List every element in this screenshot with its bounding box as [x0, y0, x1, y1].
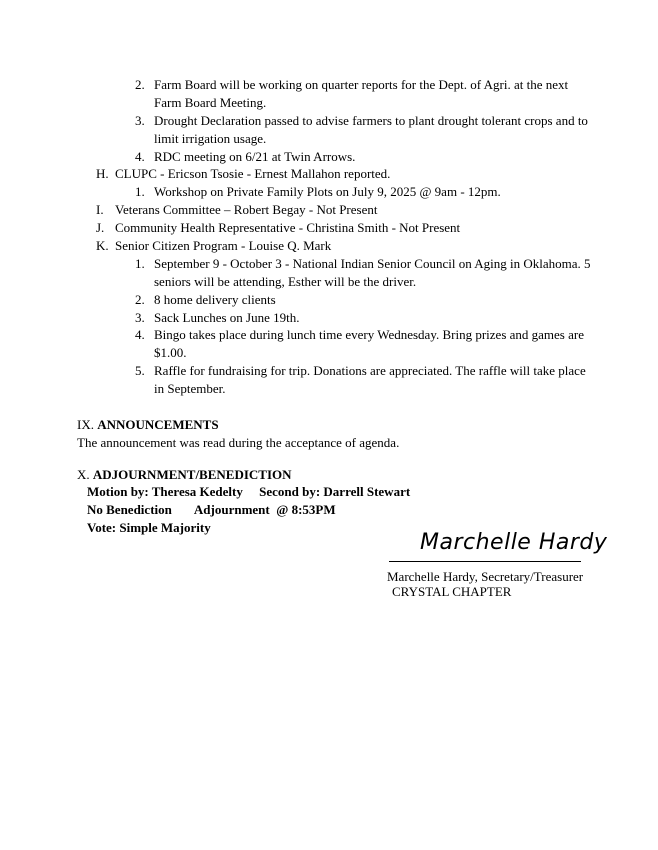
- senior-item-5: [135, 362, 595, 398]
- adjournment-heading: [77, 466, 292, 484]
- item-letter: H.: [96, 166, 109, 181]
- signature-line: [389, 561, 581, 562]
- item-text: Drought Declaration passed to advise farmers to plant drought tolerant crops and to limit irrigation usage.: [154, 113, 588, 146]
- item-text: September 9 - October 3 - National Indian Senior Council on Aging in Oklahoma. 5 seniors will be attending, Esther will be the driver.: [154, 256, 591, 289]
- item-text: Community Health Representative - Christina Smith - Not Present: [115, 220, 461, 235]
- section-title: ANNOUNCEMENTS: [97, 417, 219, 432]
- item-text: Raffle for fundraising for trip. Donations are appreciated. The raffle will take place in September.: [154, 363, 586, 396]
- chapter-name: CRYSTAL CHAPTER: [392, 584, 512, 599]
- motion-line: Motion by: Theresa Kedelty Second by: Darrell Stewart: [87, 484, 411, 499]
- item-text: 8 home delivery clients: [154, 292, 276, 307]
- item-text: CLUPC - Ericson Tsosie - Ernest Mallahon reported.: [115, 166, 391, 181]
- section-numeral: X.: [77, 467, 90, 482]
- senior-item-1: [135, 255, 595, 291]
- senior-item-2: [135, 291, 595, 309]
- item-text: Farm Board will be working on quarter reports for the Dept. of Agri. at the next Farm Board Meeting.: [154, 77, 569, 110]
- item-letter: K.: [96, 238, 109, 253]
- item-text: RDC meeting on 6/21 at Twin Arrows.: [154, 149, 356, 164]
- item-number: 3.: [135, 310, 145, 325]
- item-text: Bingo takes place during lunch time every Wednesday. Bring prizes and games are $1.00.: [154, 327, 584, 360]
- benediction-line: No Benediction Adjournment @ 8:53PM: [87, 502, 336, 517]
- item-number: 1.: [135, 256, 145, 271]
- item-number: 1.: [135, 184, 145, 199]
- report-item-clupc: [96, 165, 576, 183]
- agriculture-item-3: [135, 112, 595, 148]
- handwritten-signature: Marchelle Hardy: [420, 530, 608, 555]
- announcements-body: The announcement was read during the acceptance of agenda.: [77, 435, 400, 450]
- report-item-chr: [96, 219, 576, 237]
- item-text: Sack Lunches on June 19th.: [154, 310, 300, 325]
- item-letter: I.: [96, 202, 104, 217]
- agriculture-item-4: [135, 148, 595, 166]
- item-number: 2.: [135, 292, 145, 307]
- section-title: ADJOURNMENT/BENEDICTION: [92, 467, 292, 482]
- item-text: Veterans Committee – Robert Begay - Not Present: [115, 202, 378, 217]
- item-number: 5.: [135, 363, 145, 378]
- senior-item-4: [135, 326, 595, 362]
- item-text: Workshop on Private Family Plots on July 9, 2025 @ 9am - 12pm.: [154, 184, 501, 199]
- item-number: 4.: [135, 327, 145, 342]
- senior-item-3: [135, 309, 595, 327]
- item-number: 3.: [135, 113, 145, 128]
- report-item-senior: [96, 237, 576, 255]
- signatory-name-title: Marchelle Hardy, Secretary/Treasurer: [387, 569, 584, 584]
- clupc-item-1: [135, 183, 595, 201]
- report-item-veterans: [96, 201, 576, 219]
- announcements-heading: [77, 416, 219, 434]
- agriculture-item-2: [135, 76, 595, 112]
- item-number: 4.: [135, 149, 145, 164]
- item-text: Senior Citizen Program - Louise Q. Mark: [115, 238, 332, 253]
- section-numeral: IX.: [77, 417, 94, 432]
- vote-line: Vote: Simple Majority: [87, 520, 211, 535]
- item-number: 2.: [135, 77, 145, 92]
- item-letter: J.: [96, 220, 105, 235]
